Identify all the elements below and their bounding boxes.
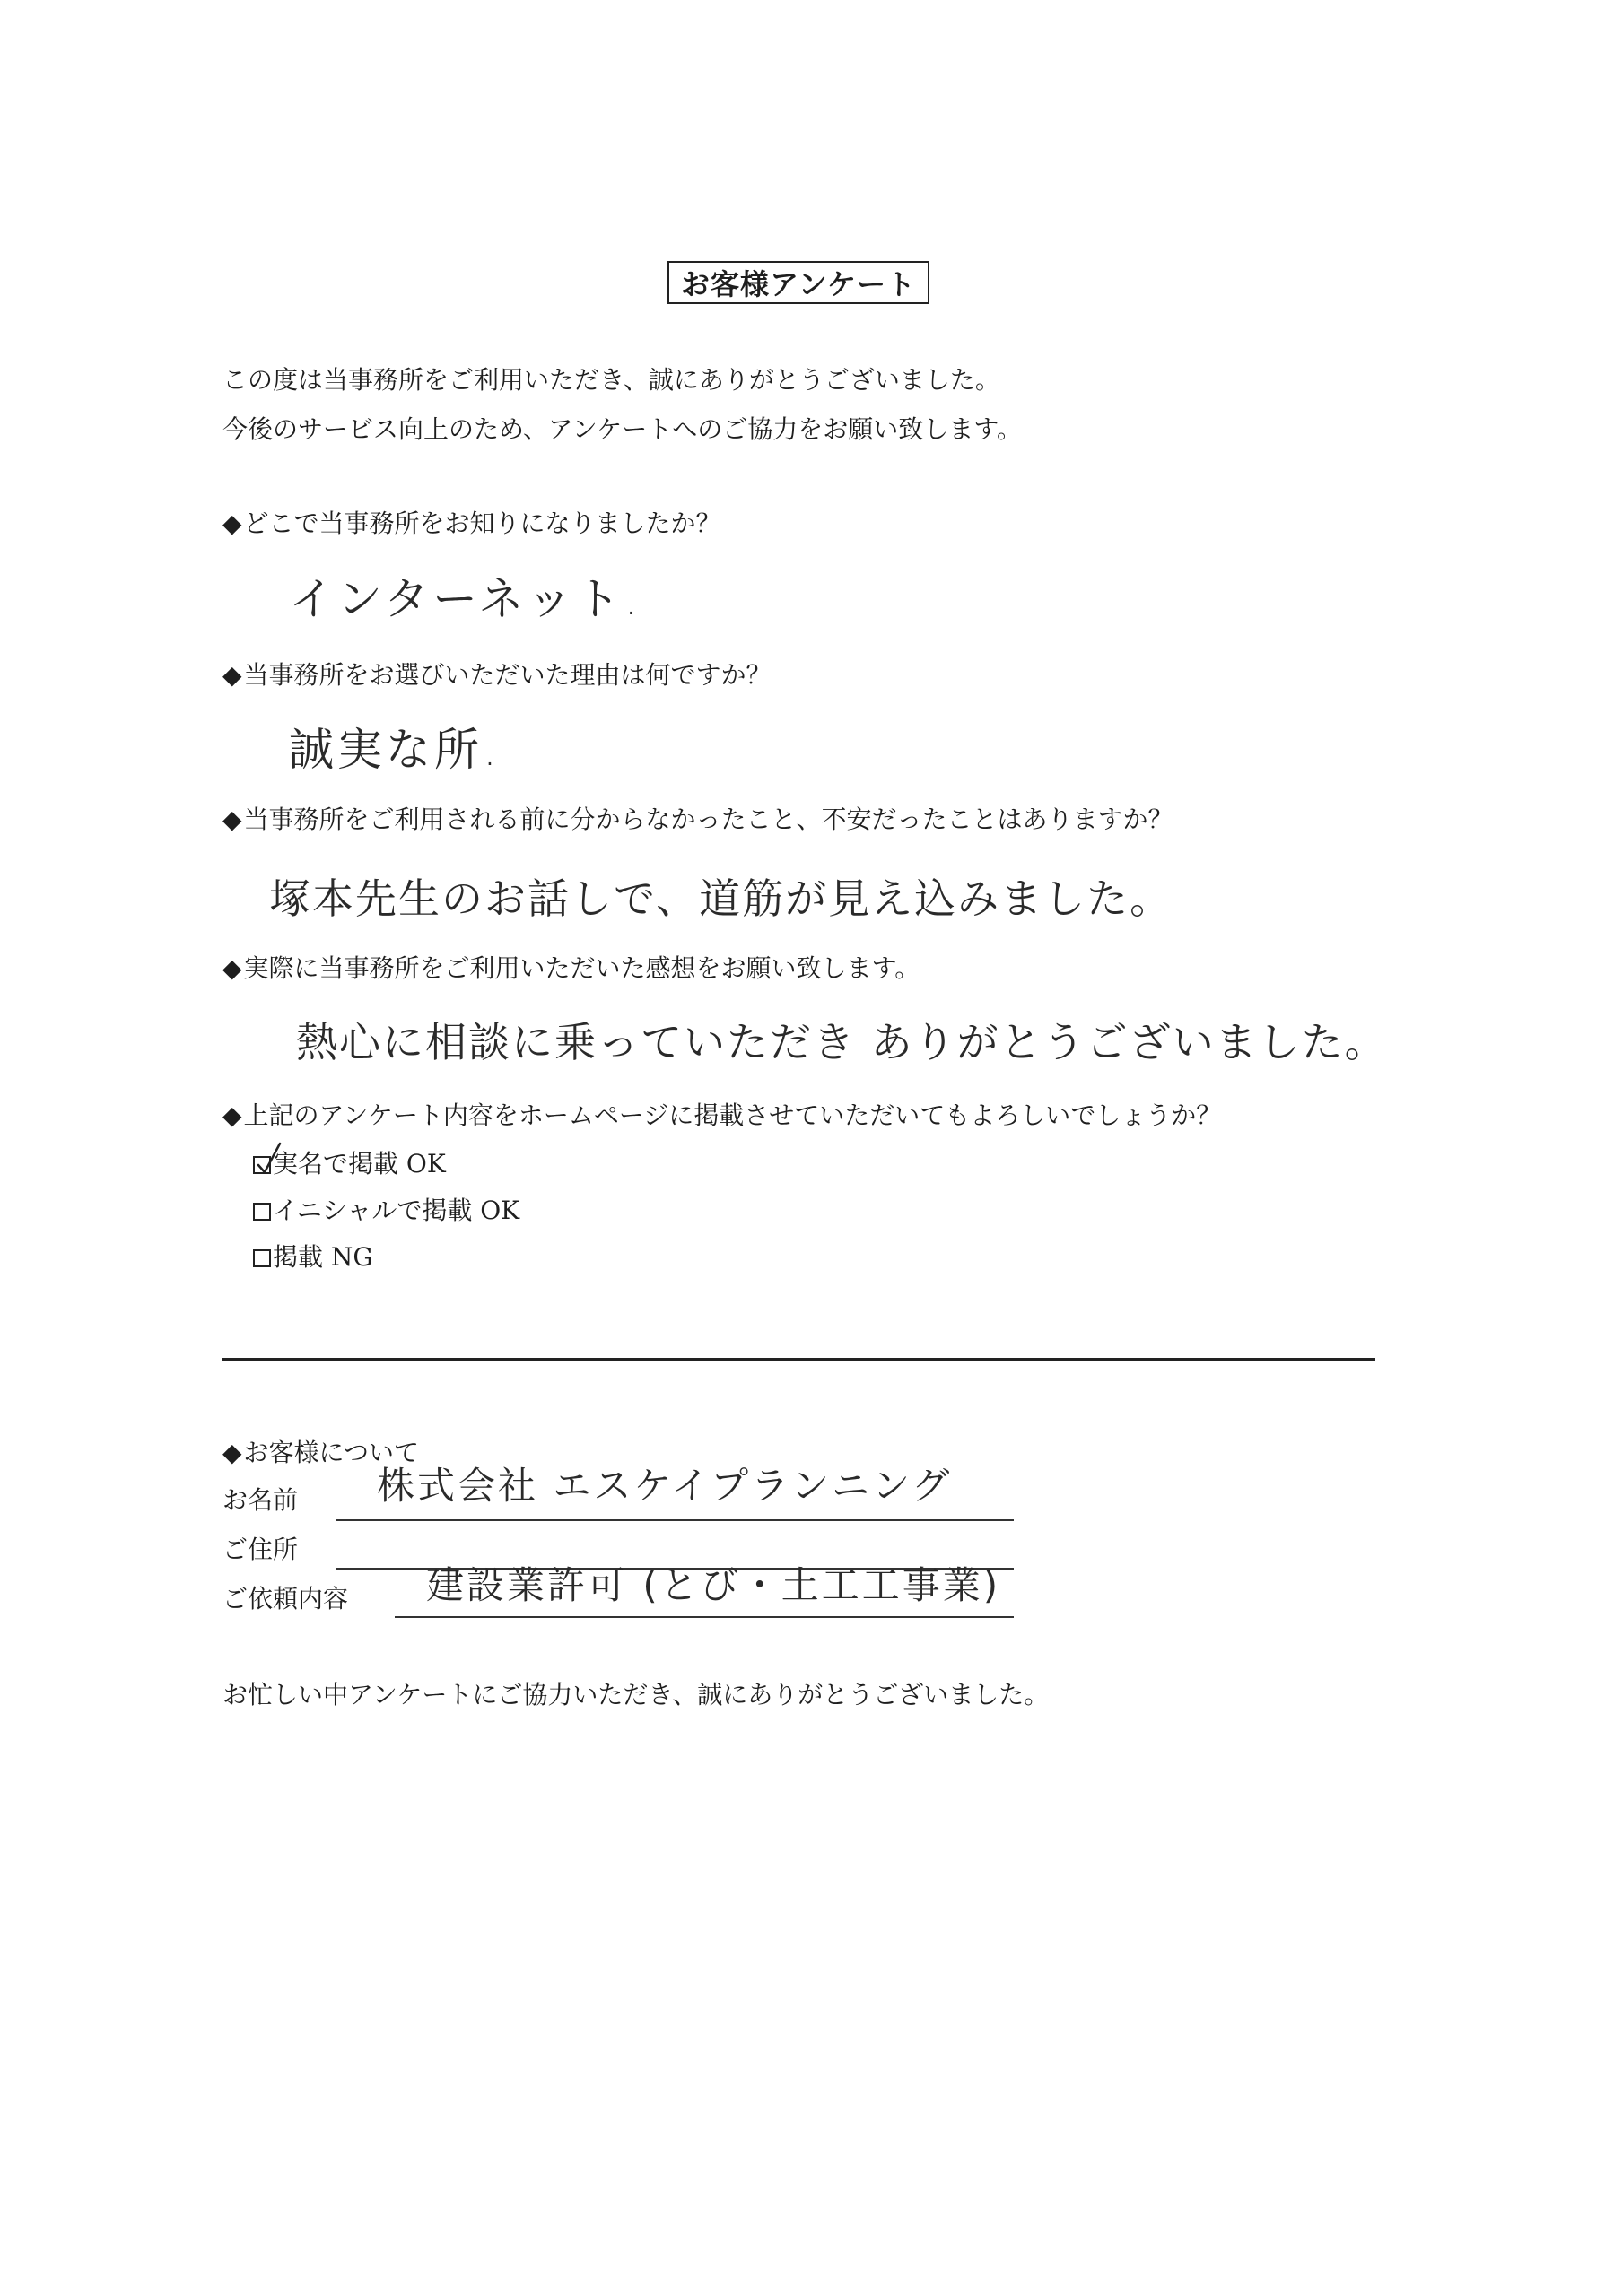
publish-option-label: イニシャルで掲載 OK xyxy=(273,1196,520,1225)
section-divider xyxy=(222,1358,1375,1361)
publish-option-label: 掲載 NG xyxy=(273,1242,373,1272)
intro-line-2: 今後のサービス向上のため、アンケートへのご協力をお願い致します。 xyxy=(222,414,1022,444)
answer-3: 塚本先生のお話しで、道筋が見え込みました。 xyxy=(269,874,1173,923)
bullet-diamond-icon: ◆ xyxy=(222,1438,242,1467)
question-1 xyxy=(222,508,721,540)
name-value: 株式会社 エスケイプランニング xyxy=(377,1464,953,1508)
question-2 xyxy=(222,659,772,691)
closing-message: お忙しい中アンケートにご協力いただき、誠にありがとうございました。 xyxy=(222,1680,1050,1709)
answer-2: 誠実な所. xyxy=(289,724,501,776)
bullet-diamond-icon: ◆ xyxy=(222,953,242,983)
checkbox-checked[interactable] xyxy=(253,1156,271,1174)
publish-option-initials[interactable] xyxy=(253,1195,519,1227)
publish-option-ng[interactable] xyxy=(253,1241,373,1274)
publish-question-text: 上記のアンケート内容をホームページに掲載させていただいてもよろしいでしょうか？ xyxy=(243,1100,1222,1130)
checkmark-icon xyxy=(257,1142,283,1178)
question-4-text: 実際に当事務所をご利用いただいた感想をお願い致します。 xyxy=(243,953,920,983)
checkbox-unchecked[interactable] xyxy=(253,1203,271,1221)
bullet-diamond-icon: ◆ xyxy=(222,804,242,834)
request-underline xyxy=(395,1616,1014,1618)
name-underline xyxy=(336,1519,1014,1521)
bullet-diamond-icon: ◆ xyxy=(222,509,242,538)
survey-title: お客様アンケート xyxy=(667,261,929,304)
customer-heading-text: お客様について xyxy=(243,1438,419,1467)
name-label: お名前 xyxy=(222,1485,299,1515)
publish-option-label: 実名で掲載 OK xyxy=(273,1149,446,1178)
question-3-text: 当事務所をご利用される前に分からなかったこと、不安だったことはありますか？ xyxy=(243,804,1173,834)
question-1-text: どこで当事務所をお知りになりましたか？ xyxy=(243,509,721,538)
answer-1: インターネット. xyxy=(289,573,642,625)
intro-line-1: この度は当事務所をご利用いただき、誠にありがとうございました。 xyxy=(222,365,1000,395)
request-value: 建設業許可 (とび・土工工事業) xyxy=(426,1563,1001,1607)
question-2-text: 当事務所をお選びいただいた理由は何ですか？ xyxy=(243,660,772,690)
bullet-diamond-icon: ◆ xyxy=(222,660,242,690)
checkbox-unchecked[interactable] xyxy=(253,1249,271,1267)
publish-option-real-name[interactable] xyxy=(253,1148,446,1180)
question-4 xyxy=(222,952,920,985)
bullet-diamond-icon: ◆ xyxy=(222,1100,242,1130)
address-label: ご住所 xyxy=(222,1535,299,1564)
question-3 xyxy=(222,804,1173,836)
answer-4: 熱心に相談に乗っていただき ありがとうございました。 xyxy=(296,1018,1388,1066)
request-label: ご依頼内容 xyxy=(222,1584,349,1613)
publish-question xyxy=(222,1100,1221,1132)
